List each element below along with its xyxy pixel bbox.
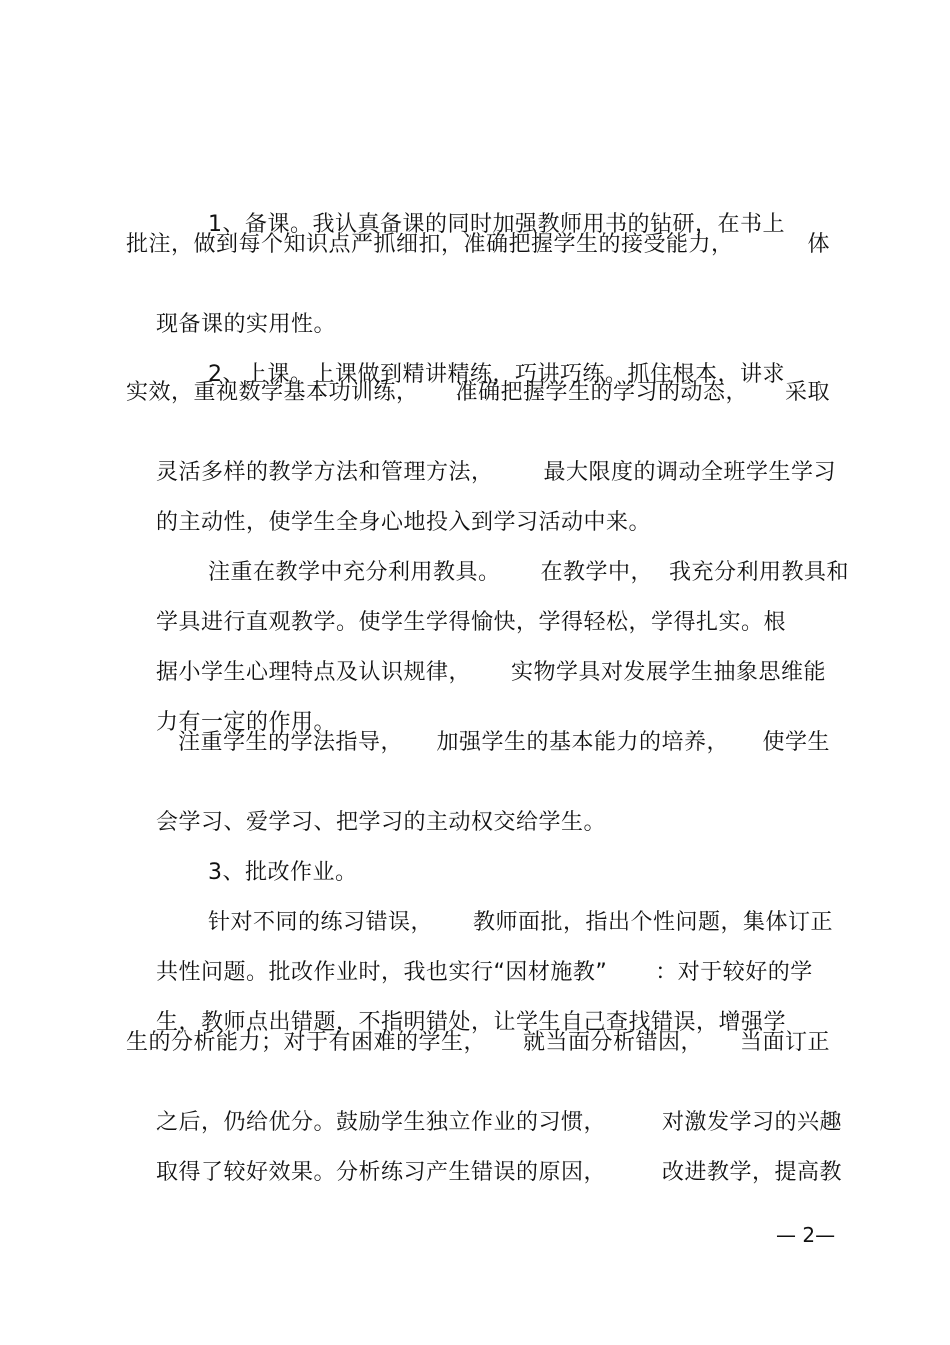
text-line-12 bbox=[178, 728, 830, 758]
text-segment: ：对于较好的学 bbox=[655, 960, 813, 985]
text-segment: 生的分析能力；对于有困难的学生， bbox=[126, 1030, 487, 1055]
text-segment: 之后，仍给优分。鼓励学生独立作业的习惯， bbox=[155, 1110, 606, 1135]
text-segment: 实物学具对发展学生抽象思维能 bbox=[511, 660, 827, 685]
text-segment: 教师面批，指出个性问题，集体订正 bbox=[473, 910, 834, 935]
text-segment: 会学习、爱学习、把学习的主动权交给学生。 bbox=[155, 810, 606, 835]
text-segment: 对激发学习的兴趣 bbox=[662, 1110, 843, 1135]
text-segment: 注重在教学中充分利用教具。 bbox=[207, 560, 501, 585]
text-line-2 bbox=[126, 230, 830, 260]
text-segment: 加强学生的基本能力的培养， bbox=[436, 730, 729, 755]
text-segment: 就当面分析错因， bbox=[522, 1030, 703, 1055]
text-segment: 现备课的实用性。 bbox=[155, 312, 336, 337]
text-segment: 我充分利用教具和 bbox=[669, 560, 850, 585]
text-segment: 灵活多样的教学方法和管理方法， bbox=[155, 460, 494, 485]
text-line-18 bbox=[126, 1028, 830, 1058]
text-segment: 当面订正 bbox=[739, 1030, 830, 1055]
text-segment: 生，教师点出错题，不指明错处，让学生自己查找错误，增强学 bbox=[155, 1010, 786, 1035]
text-line-20 bbox=[126, 1128, 843, 1218]
text-segment: 实效，重视数学基本功训练， bbox=[126, 380, 419, 405]
text-segment: 学具进行直观教学。使学生学得愉快，学得轻松，学得扎实。根 bbox=[155, 610, 786, 635]
text-segment: 批注，做到每个知识点严抓细扣，准确把握学生的接受能力， bbox=[126, 232, 734, 257]
text-segment: 准确把握学生的学习的动态， bbox=[455, 380, 748, 405]
text-segment: 在教学中， bbox=[540, 560, 654, 585]
text-segment: 针对不同的练习错误， bbox=[207, 910, 433, 935]
text-segment: 取得了较好效果。分析练习产生错误的原因， bbox=[155, 1160, 606, 1185]
text-segment: 2、上课。上课做到精讲精练，巧讲巧练。抓住根本，讲求 bbox=[207, 362, 785, 387]
text-segment: 改进教学，提高教 bbox=[662, 1160, 843, 1185]
text-segment: 1、备课。我认真备课的同时加强教师用书的钻研，在书上 bbox=[207, 212, 785, 237]
text-segment: 共性问题。批改作业时，我也实行“因材施教” bbox=[155, 960, 608, 985]
text-segment: 最大限度的调动全班学生学习 bbox=[543, 460, 837, 485]
text-segment: 力有一定的作用。 bbox=[155, 710, 336, 735]
text-segment: 3、批改作业。 bbox=[207, 860, 358, 885]
text-segment: 体 bbox=[807, 232, 830, 257]
text-segment: 使学生 bbox=[762, 730, 830, 755]
text-segment: 的主动性，使学生全身心地投入到学习活动中来。 bbox=[155, 510, 651, 535]
text-line-5 bbox=[126, 378, 830, 408]
page-number: — 2— bbox=[776, 1223, 836, 1247]
text-segment: 据小学生心理特点及认识规律， bbox=[155, 660, 471, 685]
text-segment: 采取 bbox=[784, 380, 830, 405]
text-segment: 注重学生的学法指导， bbox=[178, 730, 404, 755]
